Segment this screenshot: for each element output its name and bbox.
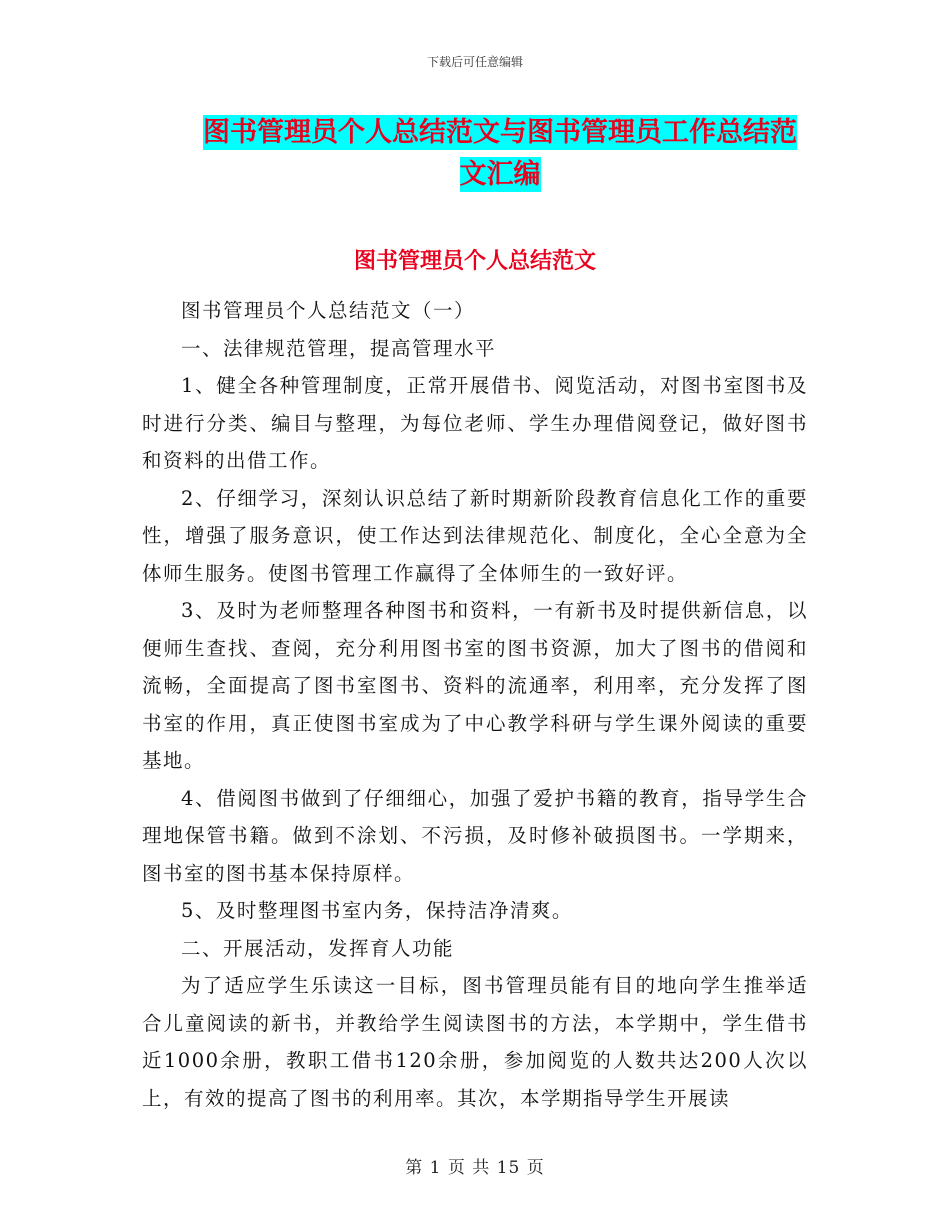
document-title <box>190 112 810 196</box>
paragraph-subtitle: 图书管理员个人总结范文（一） <box>181 299 476 322</box>
paragraph: 5、及时整理图书室内务，保持洁净清爽。 <box>181 899 573 922</box>
paragraph: 4、借阅图书做到了仔细细心，加强了爱护书籍的教育，指导学生合理地保管书籍。做到不涂划、不污损，及时修补破损图书。一学期来，图书室的图书基本保持原样。 <box>142 786 808 885</box>
page-header-note: 下载后可任意编辑 <box>426 55 523 69</box>
paragraph: 为了适应学生乐读这一目标，图书管理员能有目的地向学生推举适合儿童阅读的新书，并教给学生阅读图书的方法，本学期中，学生借书近1000余册，教职工借书120余册，参加阅览的人数共达200人次以上，有效的提高了图书的利用率。其次，本学期指导学生开展读 <box>142 974 808 1110</box>
paragraph: 3、及时为老师整理各种图书和资料，一有新书及时提供新信息，以便师生查找、查阅，充分利用图书室的图书资源，加大了图书的借阅和流畅，全面提高了图书室图书、资料的流通率，利用率，充分发挥了图书室的作用，真正使图书室成为了中心教学科研与学生课外阅读的重要基地。 <box>142 599 808 772</box>
document-title-text: 图书管理员个人总结范文与图书管理员工作总结范文汇编 <box>203 117 797 190</box>
section-title: 图书管理员个人总结范文 <box>353 248 596 274</box>
page-indicator: 第 1 页 共 15 页 <box>405 1158 545 1178</box>
paragraph: 1、健全各种管理制度，正常开展借书、阅览活动，对图书室图书及时进行分类、编目与整理，为每位老师、学生办理借阅登记，做好图书和资料的出借工作。 <box>142 374 808 472</box>
document-body <box>142 292 808 1117</box>
paragraph-heading-1: 一、法律规范管理，提高管理水平 <box>181 336 497 360</box>
paragraph: 2、仔细学习，深刻认识总结了新时期新阶段教育信息化工作的重要性，增强了服务意识，使工作达到法律规范化、制度化，全心全意为全体师生服务。使图书管理工作赢得了全体师生的一致好评。 <box>142 486 808 585</box>
paragraph-heading-2: 二、开展活动，发挥育人功能 <box>181 936 455 960</box>
